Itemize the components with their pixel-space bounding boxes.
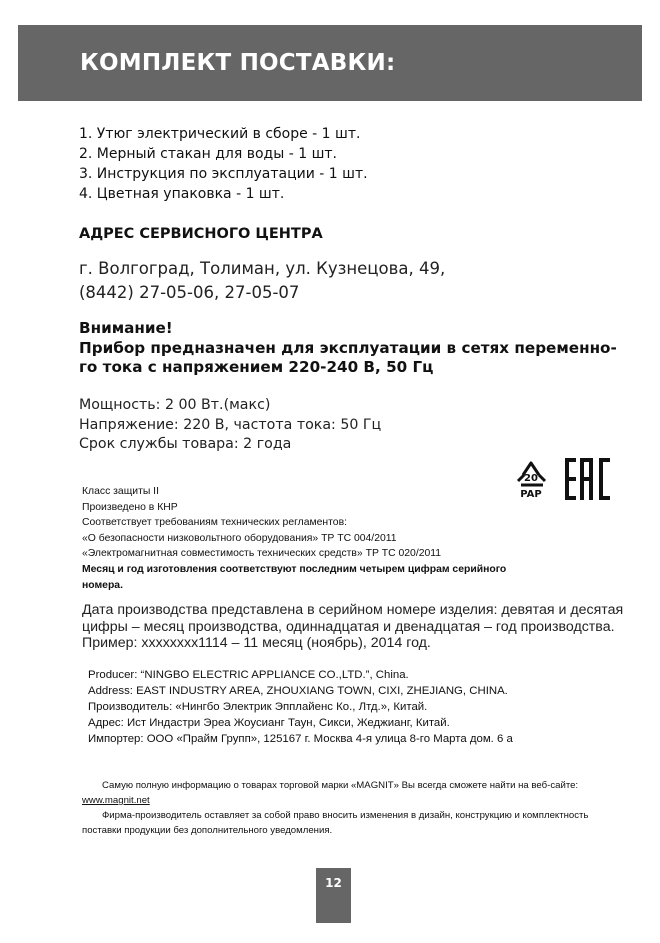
- spec-lifetime: Срок службы товара: 2 года: [79, 436, 292, 452]
- warning-text: Прибор предназначен для эксплуатации в сетях переменно-: [79, 338, 617, 357]
- month-year-note: номера.: [82, 579, 123, 591]
- protection-class: Класс защиты II: [82, 486, 159, 497]
- rights-text: Фирма-производитель оставляет за собой право вносить изменения в дизайн, конструкцию и комплектность: [102, 810, 589, 821]
- producer-ru: Производитель: «Нингбо Электрик Эпплайенс Ко., Лтд.», Китай.: [88, 701, 428, 713]
- info-text: Самую полную информацию о товарах торговой марки «MAGNIT» Вы всегда сможете найти на веб-сайте:: [102, 780, 579, 791]
- regulation-text: «О безопасности низковольтного оборудования» ТР ТС 004/2011: [82, 532, 397, 544]
- list-item: 2. Мерный стакан для воды - 1 шт.: [79, 146, 337, 162]
- warning-block: [79, 319, 619, 378]
- service-address-line: г. Волгоград, Толиман, ул. Кузнецова, 49,: [79, 259, 446, 278]
- producer-en: Producer: “NINGBO ELECTRIC APPLIANCE CO.,LTD.”, China.: [88, 669, 409, 681]
- rights-text: поставки продукции без дополнительного уведомления.: [82, 825, 333, 836]
- production-date-text: цифры – месяц производства, одиннадцатая и двенадцатая – год производства.: [82, 618, 615, 635]
- compliance-block: [82, 484, 506, 593]
- package-list: [79, 124, 368, 204]
- website-link[interactable]: www.magnit.net: [82, 795, 150, 806]
- producer-block: [88, 667, 513, 747]
- spec-voltage: Напряжение: 220 В, частота тока: 50 Гц: [79, 416, 382, 433]
- importer: Импортер: ООО «Прайм Групп», 125167 г. Москва 4-я улица 8-го Марта дом. 6 а: [88, 733, 513, 745]
- page-number: 12: [325, 876, 342, 890]
- warning-heading: Внимание!: [79, 319, 173, 337]
- spec-power: Мощность: 2 00 Вт.(макс): [79, 397, 271, 413]
- address-en: Address: EAST INDUSTRY AREA, ZHOUXIANG TOWN, CIXI, ZHEJIANG, CHINA.: [88, 685, 508, 697]
- service-address: [79, 257, 445, 305]
- made-in: Произведено в КНР: [82, 501, 178, 513]
- certification-marks: [513, 455, 613, 503]
- production-date-text: Дата производства представлена в серийном номере изделия: девятая и десятая: [82, 602, 624, 618]
- footer-notes: [82, 778, 622, 838]
- production-date-example: Пример: хххххххх1114 – 11 месяц (ноябрь), 2014 год.: [82, 635, 431, 651]
- conformity-text: Соответствует требованиям технических регламентов:: [82, 517, 347, 529]
- specs-block: [79, 396, 381, 455]
- list-item: 3. Инструкция по эксплуатации - 1 шт.: [79, 166, 368, 182]
- page-title: КОМПЛЕКТ ПОСТАВКИ:: [80, 50, 396, 76]
- service-phones: (8442) 27-05-06, 27-05-07: [79, 283, 300, 302]
- regulation-text: «Электромагнитная совместимость технических средств» ТР ТС 020/2011: [82, 548, 442, 560]
- address-ru: Адрес: Ист Индастри Эреа Жоусианг Таун, Сикси, Жеджианг, Китай.: [88, 717, 450, 729]
- rights-line: [82, 808, 622, 823]
- service-center-title: АДРЕС СЕРВИСНОГО ЦЕНТРА: [79, 226, 323, 242]
- info-line: [82, 778, 622, 793]
- recycle-label: PAP: [520, 489, 542, 500]
- production-date-block: [82, 602, 627, 652]
- warning-text: го тока с напряжением 220-240 В, 50 Гц: [79, 358, 434, 376]
- recycle-number: 20: [524, 473, 538, 484]
- recycling-icon: [518, 463, 545, 500]
- list-item: 1. Утюг электрический в сборе - 1 шт.: [79, 126, 361, 142]
- eac-icon: [565, 458, 610, 500]
- list-item: 4. Цветная упаковка - 1 шт.: [79, 186, 285, 202]
- month-year-note: Месяц и год изготовления соответствуют последним четырем цифрам серийного: [82, 563, 507, 575]
